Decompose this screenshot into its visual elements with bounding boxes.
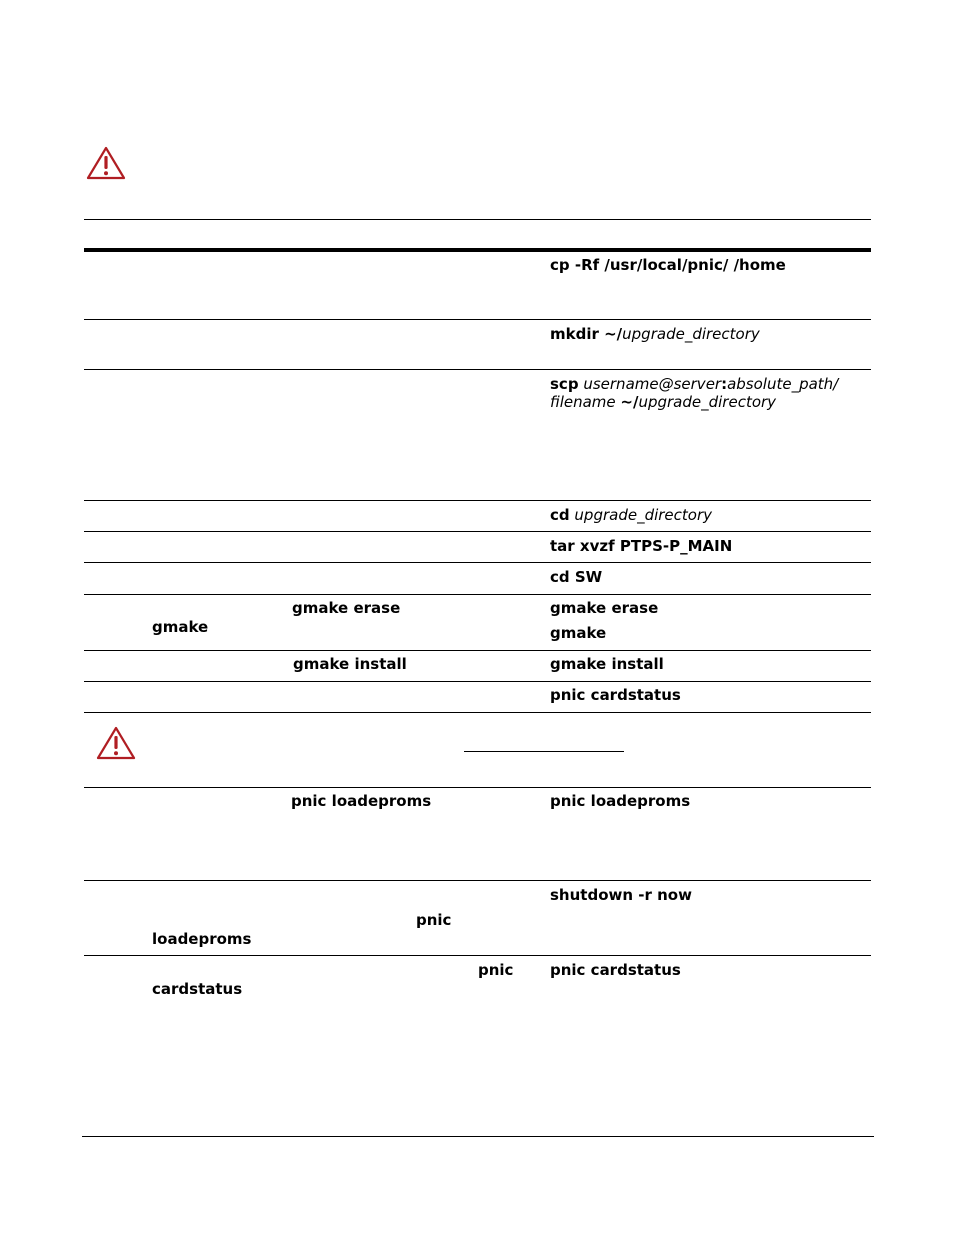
underline-blank [464,751,624,752]
command-text: : [721,375,728,393]
command-gmake-install: gmake install [550,655,664,673]
row-divider [84,319,871,320]
command-gmake-erase: gmake erase [550,599,659,617]
row-divider [84,531,871,532]
command-text: cd [550,506,570,524]
warning-triangle-icon [86,146,126,180]
row-divider [84,955,871,956]
footer-rule [82,1136,874,1137]
command-pnic-cardstatus: pnic cardstatus [550,961,681,979]
description-pnic: pnic [416,911,452,929]
row-divider [84,562,871,563]
table-header-rule [84,248,871,252]
command-scp [550,375,838,393]
command-mkdir [550,325,760,343]
command-gmake: gmake [550,624,607,642]
description-pnic: pnic [478,961,514,979]
command-text: ~/ [620,393,639,411]
command-cd-upgrade [550,506,712,524]
command-text: scp [550,375,579,393]
description-gmake: gmake [152,618,209,636]
description-gmake-install: gmake install [293,655,407,673]
row-divider [84,880,871,881]
command-tar: tar xvzf PTPS-P_MAIN [550,537,733,555]
table-top-rule [84,219,871,220]
command-pnic-loadeproms: pnic loadeproms [550,792,691,810]
command-cd-sw: cd SW [550,568,603,586]
command-placeholder: filename [550,393,616,411]
row-divider [84,712,871,713]
command-text: mkdir ~/ [550,325,623,343]
description-pnic-loadeproms: pnic loadeproms [291,792,432,810]
row-divider [84,369,871,370]
command-placeholder: username@server [583,375,722,393]
row-divider [84,500,871,501]
command-placeholder: upgrade_directory [574,506,713,524]
row-divider [84,681,871,682]
command-scp-line-2 [550,393,776,411]
command-placeholder: upgrade_directory [622,325,760,343]
command-placeholder: upgrade_directory [638,393,777,411]
command-pnic-cardstatus: pnic cardstatus [550,686,681,704]
description-loadeproms: loadeproms [152,930,252,948]
description-gmake-erase: gmake erase [292,599,401,617]
command-placeholder: absolute_path/ [727,375,839,393]
warning-triangle-icon [96,726,136,760]
command-shutdown: shutdown -r now [550,886,692,904]
row-divider [84,650,871,651]
command-cp: cp -Rf /usr/local/pnic/ /home [550,256,786,274]
row-divider [84,787,871,788]
description-cardstatus: cardstatus [152,980,243,998]
row-divider [84,594,871,595]
